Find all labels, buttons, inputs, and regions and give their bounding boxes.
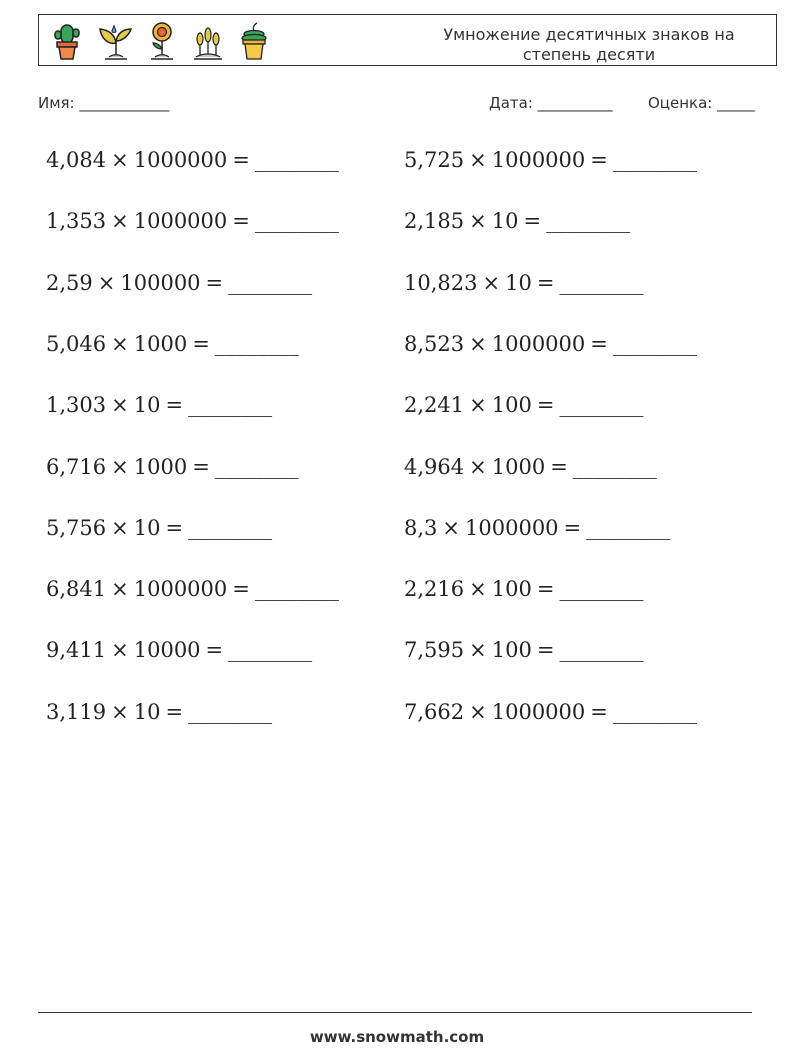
problem-multiplier: 1000000	[491, 331, 586, 356]
problem-item	[46, 332, 299, 356]
problem-item	[46, 700, 272, 724]
equals-sign: =	[205, 270, 224, 295]
answer-blank[interactable]: ________	[228, 270, 313, 295]
equals-sign: =	[590, 331, 608, 356]
problem-multiplicand: 6,841	[46, 577, 107, 602]
problem-multiplier: 1000	[491, 454, 546, 479]
times-sign: ×	[97, 270, 116, 295]
footer-divider	[38, 1012, 752, 1013]
times-sign: ×	[111, 454, 129, 479]
times-sign: ×	[469, 393, 487, 418]
answer-blank[interactable]: ________	[586, 515, 671, 540]
wheat-icon	[191, 21, 225, 61]
answer-blank[interactable]: ________	[188, 699, 273, 724]
equals-sign: =	[232, 577, 250, 602]
problem-multiplicand: 3,119	[46, 699, 107, 724]
equals-sign: =	[536, 270, 555, 295]
times-sign: ×	[469, 331, 487, 356]
problem-multiplicand: 7,662	[404, 699, 465, 724]
problem-multiplicand: 2,241	[404, 393, 465, 418]
equals-sign: =	[232, 148, 250, 172]
equals-sign: =	[536, 393, 555, 418]
problem-multiplier: 1000	[133, 331, 188, 356]
problem-multiplicand: 9,411	[46, 638, 107, 663]
equals-sign: =	[165, 515, 184, 540]
sprout-icon	[97, 21, 135, 61]
equals-sign: =	[523, 209, 542, 234]
problem-multiplicand: 5,725	[404, 148, 465, 172]
answer-blank[interactable]: ________	[612, 699, 697, 724]
problem-item	[404, 209, 630, 233]
answer-blank[interactable]: ________	[254, 209, 339, 234]
problem-item	[46, 516, 272, 540]
answer-blank[interactable]: ________	[214, 331, 299, 356]
problem-item	[404, 455, 657, 479]
problem-item	[404, 516, 670, 540]
problem-multiplicand: 1,353	[46, 209, 107, 234]
times-sign: ×	[482, 270, 501, 295]
problem-multiplier: 1000000	[491, 148, 586, 172]
answer-blank[interactable]: ________	[188, 393, 273, 418]
problem-item	[404, 271, 643, 295]
times-sign: ×	[111, 638, 129, 663]
problem-multiplier: 1000000	[133, 209, 228, 234]
answer-blank[interactable]: ________	[254, 577, 339, 602]
problem-multiplier: 10	[133, 515, 161, 540]
problem-item	[46, 638, 312, 662]
equals-sign: =	[165, 393, 184, 418]
problem-multiplier: 100	[491, 577, 532, 602]
problem-multiplicand: 2,185	[404, 209, 465, 234]
times-sign: ×	[111, 515, 129, 540]
problem-multiplier: 10	[133, 699, 161, 724]
equals-sign: =	[192, 454, 210, 479]
sunflower-icon	[147, 21, 177, 61]
problem-multiplicand: 8,523	[404, 331, 465, 356]
times-sign: ×	[111, 393, 129, 418]
problem-multiplicand: 4,964	[404, 454, 465, 479]
answer-blank[interactable]: ________	[254, 148, 339, 172]
problem-item	[46, 271, 312, 295]
answer-blank[interactable]: ________	[546, 209, 631, 234]
equals-sign: =	[563, 515, 582, 540]
problem-item	[404, 638, 643, 662]
problem-multiplier: 1000000	[465, 515, 559, 540]
answer-blank[interactable]: ________	[612, 148, 697, 172]
problem-multiplicand: 4,084	[46, 148, 107, 172]
times-sign: ×	[111, 699, 129, 724]
problem-item	[404, 148, 697, 172]
answer-blank[interactable]: ________	[214, 454, 299, 479]
footer-url: www.snowmath.com	[309, 1028, 485, 1046]
times-sign: ×	[442, 515, 461, 540]
problem-multiplicand: 5,046	[46, 331, 107, 356]
problem-item	[404, 393, 643, 417]
answer-blank[interactable]: ________	[612, 331, 697, 356]
title-line-2: степень десяти	[522, 45, 656, 64]
problem-item	[46, 455, 299, 479]
problem-multiplicand: 2,59	[46, 270, 93, 295]
answer-blank[interactable]: ________	[559, 270, 644, 295]
problem-multiplier: 10000	[133, 638, 201, 663]
score-field[interactable]: Оценка: _____	[648, 94, 755, 112]
times-sign: ×	[111, 577, 129, 602]
equals-sign: =	[536, 577, 555, 602]
name-field[interactable]: Имя: ____________	[38, 94, 170, 112]
problem-item	[46, 209, 339, 233]
answer-blank[interactable]: ________	[572, 454, 657, 479]
problem-multiplier: 1000	[133, 454, 188, 479]
equals-sign: =	[192, 331, 210, 356]
worksheet-title	[439, 25, 739, 65]
times-sign: ×	[111, 331, 129, 356]
answer-blank[interactable]: ________	[559, 393, 644, 418]
equals-sign: =	[550, 454, 568, 479]
worksheet-header	[38, 14, 777, 66]
times-sign: ×	[111, 148, 129, 172]
problem-multiplicand: 8,3	[404, 515, 438, 540]
problem-multiplier: 1000000	[491, 699, 586, 724]
times-sign: ×	[469, 209, 487, 234]
problem-multiplicand: 2,216	[404, 577, 465, 602]
title-line-1: Умножение десятичных знаков на	[443, 25, 735, 44]
problem-item	[46, 577, 339, 601]
potted-plant-icon	[239, 21, 269, 61]
equals-sign: =	[205, 638, 224, 663]
cactus-icon	[53, 21, 81, 61]
problem-multiplier: 1000000	[133, 577, 228, 602]
problem-item	[404, 700, 697, 724]
times-sign: ×	[469, 577, 487, 602]
answer-blank[interactable]: ________	[559, 577, 644, 602]
times-sign: ×	[469, 454, 487, 479]
answer-blank[interactable]: ________	[228, 638, 313, 663]
problem-multiplicand: 6,716	[46, 454, 107, 479]
problem-multiplicand: 1,303	[46, 393, 107, 418]
answer-blank[interactable]: ________	[559, 638, 644, 663]
problem-item	[404, 577, 643, 601]
equals-sign: =	[590, 699, 608, 724]
equals-sign: =	[232, 209, 250, 234]
times-sign: ×	[469, 638, 487, 663]
problem-multiplier: 10	[491, 209, 519, 234]
problem-multiplier: 10	[133, 393, 161, 418]
problem-multiplicand: 5,756	[46, 515, 107, 540]
problem-multiplier: 1000000	[133, 148, 228, 172]
times-sign: ×	[469, 148, 487, 172]
problem-multiplicand: 10,823	[404, 270, 478, 295]
problem-item	[46, 393, 272, 417]
problem-item	[46, 148, 339, 172]
problem-multiplicand: 7,595	[404, 638, 465, 663]
problem-multiplier: 100	[491, 638, 532, 663]
equals-sign: =	[165, 699, 184, 724]
answer-blank[interactable]: ________	[188, 515, 273, 540]
equals-sign: =	[590, 148, 608, 172]
times-sign: ×	[111, 209, 129, 234]
problem-multiplier: 100	[491, 393, 532, 418]
problem-multiplier: 100000	[120, 270, 201, 295]
problem-multiplier: 10	[505, 270, 532, 295]
equals-sign: =	[536, 638, 555, 663]
times-sign: ×	[469, 699, 487, 724]
problem-item	[404, 332, 697, 356]
date-field[interactable]: Дата: __________	[489, 94, 613, 112]
